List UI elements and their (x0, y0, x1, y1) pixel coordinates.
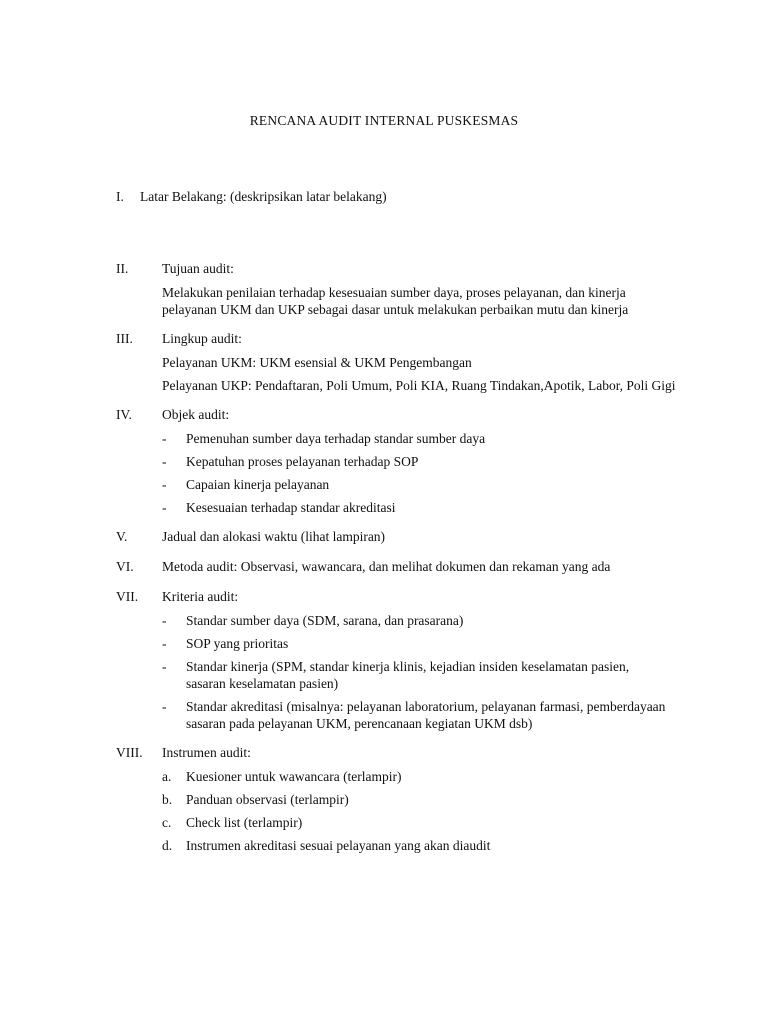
section-heading: Kriteria audit: (162, 589, 239, 604)
list-item-text: Standar akreditasi (misalnya: pelayanan laboratorium, pelayanan farmasi, pemberdayaan sasaran pada pelayanan UKM, perencanaan kegiatan UKM dsb) (186, 699, 666, 731)
list-marker: - (162, 699, 167, 714)
list-item (162, 499, 676, 516)
document-body (116, 260, 676, 866)
list-item-text: Instrumen akreditasi sesuai pelayanan yang akan diaudit (186, 838, 491, 853)
section-content (162, 260, 676, 324)
list-item (162, 698, 676, 732)
list-item-text: SOP yang prioritas (186, 636, 289, 651)
list-marker: b. (162, 792, 173, 807)
section-3 (116, 330, 676, 400)
section-paragraph: Pelayanan UKP: Pendaftaran, Poli Umum, Poli KIA, Ruang Tindakan,Apotik, Labor, Poli Gigi (162, 378, 676, 393)
list-item (162, 837, 676, 854)
list-item-text: Pemenuhan sumber daya terhadap standar sumber daya (186, 431, 486, 446)
section-content (162, 744, 676, 860)
section-number: IV. (116, 407, 132, 422)
list-item-text: Kesesuaian terhadap standar akreditasi (186, 500, 396, 515)
list-marker: - (162, 454, 167, 469)
section-text: Latar Belakang: (deskripsikan latar belakang) (140, 189, 387, 204)
section-heading: Jadual dan alokasi waktu (lihat lampiran) (162, 529, 386, 544)
list-item-text: Capaian kinerja pelayanan (186, 477, 330, 492)
list-marker: - (162, 431, 167, 446)
list-item-text: Kuesioner untuk wawancara (terlampir) (186, 769, 402, 784)
list-item-text: Panduan observasi (terlampir) (186, 792, 349, 807)
list-item (162, 453, 676, 470)
list-item-text: Kepatuhan proses pelayanan terhadap SOP (186, 454, 419, 469)
section-7 (116, 588, 676, 738)
section-number: VI. (116, 559, 134, 574)
section-4 (116, 406, 676, 522)
section-heading: Instrumen audit: (162, 745, 251, 760)
section-content (162, 588, 676, 738)
list-item-text: Standar kinerja (SPM, standar kinerja klinis, kejadian insiden keselamatan pasien, sasaran keselamatan pasien) (186, 659, 630, 691)
section-paragraph: Pelayanan UKM: UKM esensial & UKM Pengembangan (162, 355, 472, 370)
section-number: VII. (116, 589, 139, 604)
section-number: VIII. (116, 745, 143, 760)
list-marker: - (162, 477, 167, 492)
list-item (162, 430, 676, 447)
list-marker: - (162, 636, 167, 651)
list-marker: - (162, 500, 167, 515)
section-number: II. (116, 261, 129, 276)
section-heading: Objek audit: (162, 407, 230, 422)
section-heading: Metoda audit: Observasi, wawancara, dan melihat dokumen dan rekaman yang ada (162, 559, 611, 574)
section-5 (116, 528, 676, 552)
list-item (162, 476, 676, 493)
list-item (162, 791, 676, 808)
section-content (162, 406, 676, 522)
list-item (162, 768, 676, 785)
document-title: RENCANA AUDIT INTERNAL PUSKESMAS (249, 113, 519, 128)
list-item-text: Check list (terlampir) (186, 815, 303, 830)
section-content (162, 528, 676, 552)
section-content (162, 558, 676, 582)
list-marker: - (162, 613, 167, 628)
section-2 (116, 260, 676, 324)
section-heading: Tujuan audit: (162, 261, 234, 276)
list-item-text: Standar sumber daya (SDM, sarana, dan prasarana) (186, 613, 464, 628)
section-6 (116, 558, 676, 582)
section-content (162, 330, 676, 400)
list-marker: d. (162, 838, 173, 853)
list-marker: c. (162, 815, 172, 830)
section-paragraph: Melakukan penilaian terhadap kesesuaian sumber daya, proses pelayanan, dan kinerja pelayanan UKM dan UKP sebagai dasar untuk melakukan perbaikan mutu dan kinerja (162, 285, 629, 317)
list-marker: a. (162, 769, 172, 784)
list-item (162, 658, 676, 692)
section-latar-belakang (116, 189, 387, 205)
list-item (162, 612, 676, 629)
section-number: I. (116, 189, 124, 204)
list-item (162, 814, 676, 831)
section-number: III. (116, 331, 133, 346)
section-number: V. (116, 529, 128, 544)
section-8 (116, 744, 676, 860)
list-marker: - (162, 659, 167, 674)
list-item (162, 635, 676, 652)
section-heading: Lingkup audit: (162, 331, 242, 346)
